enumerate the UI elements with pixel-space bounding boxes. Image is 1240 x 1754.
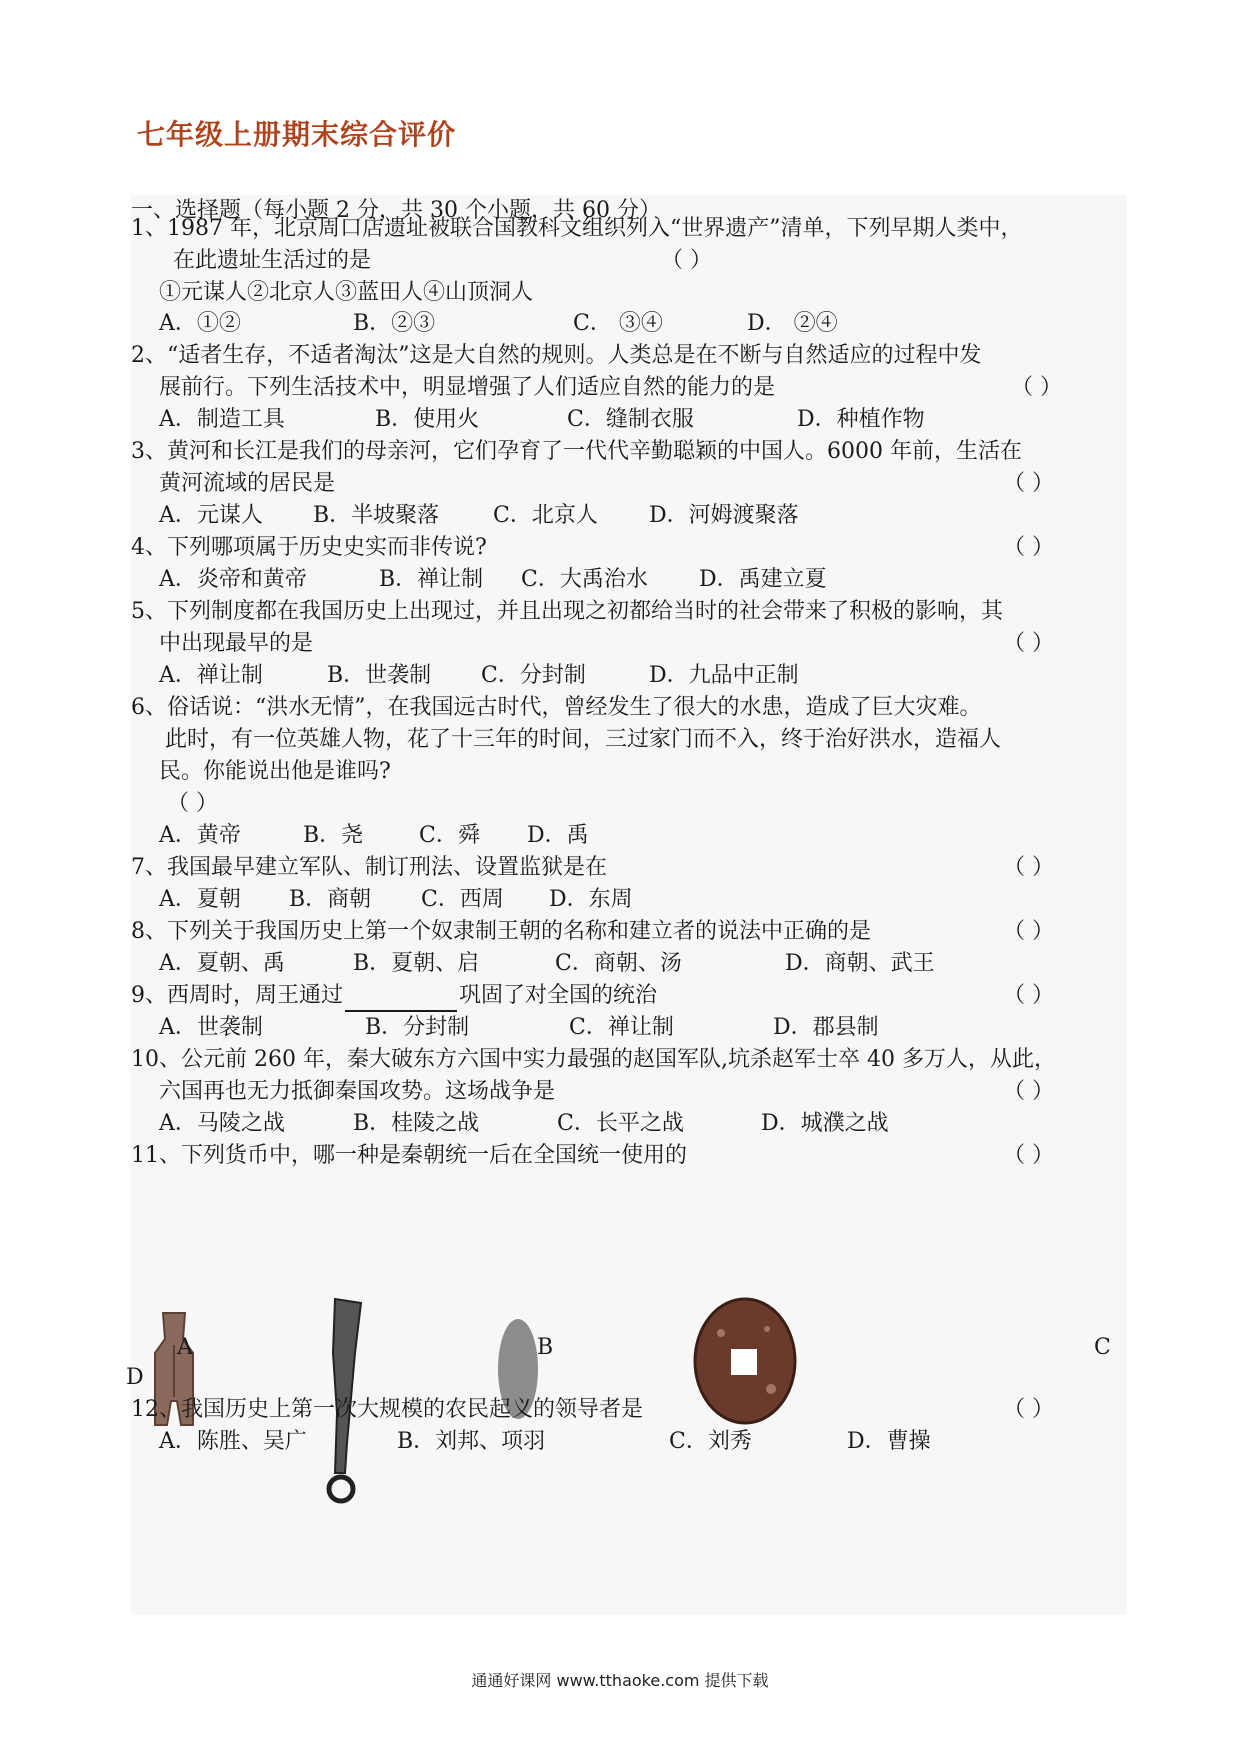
question-9-line-1: 9、西周时，周王通过 巩固了对全国的统治 （ ） (131, 980, 1127, 1012)
question-panel (126, 195, 1127, 1615)
question-3-line-1: 3、黄河和长江是我们的母亲河，它们孕育了一代代辛勤聪颖的中国人。6000 年前，生活在 (131, 439, 1022, 464)
question-2-options: A．制造工具 B．使用火 C．缝制衣服 D．种植作物 (159, 407, 925, 432)
question-8-options: A．夏朝、禹 B．夏朝、启 C．商朝、汤 D．商朝、武王 (159, 951, 935, 976)
page-title: 七年级上册期末综合评价 (137, 118, 457, 151)
question-4-line-1: 4、下列哪项属于历史史实而非传说? （ ） (131, 532, 1127, 564)
coin-label-c: C (1094, 1335, 1111, 1360)
fill-in-blank[interactable] (345, 984, 457, 1012)
answer-bracket: （ ） (167, 791, 218, 816)
question-10-options: A．马陵之战 B．桂陵之战 C．长平之战 D．城濮之战 (159, 1111, 889, 1136)
question-6-line-2: 此时，有一位英雄人物，花了十三年的时间，三过家门而不入，终于治好洪水，造福人 (165, 727, 1002, 752)
question-3-options: A．元谋人 B．半坡聚落 C．北京人 D．河姆渡聚落 (159, 503, 799, 528)
question-1-line-2: 在此遗址生活过的是 （ ） (131, 245, 1127, 277)
question-4-options: A．炎帝和黄帝 B．禅让制 C．大禹治水 D．禹建立夏 (159, 567, 827, 592)
section-heading: 一、选择题（每小题 2 分，共 30 个小题，共 60 分） (131, 198, 661, 223)
question-5-options: A．禅让制 B．世袭制 C．分封制 D．九品中正制 (159, 663, 799, 688)
answer-bracket: （ ） (1003, 1079, 1054, 1104)
answer-bracket: （ ） (1003, 471, 1054, 496)
answer-bracket: （ ） (1003, 1143, 1054, 1168)
coin-label-b: B (537, 1335, 554, 1360)
question-5-line-1: 5、下列制度都在我国历史上出现过，并且出现之初都给当时的社会带来了积极的影响，其 (131, 599, 1004, 624)
question-10-line-2: 六国再也无力抵御秦国攻势。这场战争是 （ ） (131, 1076, 1127, 1108)
question-6-line-1: 6、俗话说：“洪水无情”，在我国远古时代，曾经发生了很大的水患，造成了巨大灾难。 (131, 695, 982, 720)
question-1-line-1: 1、1987 年，北京周口店遗址被联合国教科文组织列入“世界遗产”清单，下列早期人类中， (131, 216, 1023, 241)
question-12-line-1: 12、我国历史上第一次大规模的农民起义的领导者是 （ ） (131, 1394, 1127, 1426)
question-12-options: A．陈胜、吴广 B．刘邦、项羽 C．刘秀 D．曹操 (159, 1429, 931, 1454)
answer-bracket: （ ） (1003, 983, 1054, 1008)
question-1-options: A．①② B．②③ C． ③④ D． ②④ (159, 311, 838, 336)
answer-bracket: （ ） (1003, 919, 1054, 944)
coin-label-d: D (126, 1365, 144, 1390)
question-7-options: A．夏朝 B．商朝 C．西周 D．东周 (159, 887, 633, 912)
question-10-line-1: 10、公元前 260 年，秦大破东方六国中实力最强的赵国军队,坑杀赵军士卒 40 多万人，从此， (131, 1047, 1056, 1072)
question-7-line-1: 7、我国最早建立军队、制订刑法、设置监狱是在 （ ） (131, 852, 1127, 884)
footer-credit: 通通好课网 www.tthaoke.com 提供下载 (471, 1671, 769, 1690)
question-6-bracket-line (131, 788, 1127, 820)
question-6-line-3: 民。你能说出他是谁吗? (159, 759, 391, 784)
question-8-line-1: 8、下列关于我国历史上第一个奴隶制王朝的名称和建立者的说法中正确的是 （ ） (131, 916, 1127, 948)
answer-bracket: （ ） (1003, 631, 1054, 656)
answer-bracket: （ ） (1003, 1397, 1054, 1422)
question-5-line-2: 中出现最早的是 （ ） (131, 628, 1127, 660)
question-2-line-1: 2、“适者生存，不适者淘汰”这是大自然的规则。人类总是在不断与自然适应的过程中发 (131, 343, 982, 368)
question-3-line-2: 黄河流域的居民是 （ ） (131, 468, 1127, 500)
answer-bracket: （ ） (1011, 375, 1062, 400)
question-2-line-2: 展前行。下列生活技术中，明显增强了人们适应自然的能力的是 （ ） (131, 372, 1127, 404)
question-11-line-1: 11、下列货币中，哪一种是秦朝统一后在全国统一使用的 （ ） (131, 1140, 1127, 1172)
question-1-line-3: ①元谋人②北京人③蓝田人④山顶洞人 (159, 280, 534, 305)
answer-bracket: （ ） (1003, 855, 1054, 880)
coin-label-a: A (177, 1335, 193, 1360)
question-9-options: A．世袭制 B．分封制 C．禅让制 D．郡县制 (159, 1015, 879, 1040)
question-6-options: A．黄帝 B．尧 C．舜 D．禹 (159, 823, 589, 848)
answer-bracket: （ ） (1003, 535, 1054, 560)
answer-bracket: （ ） (661, 248, 712, 273)
